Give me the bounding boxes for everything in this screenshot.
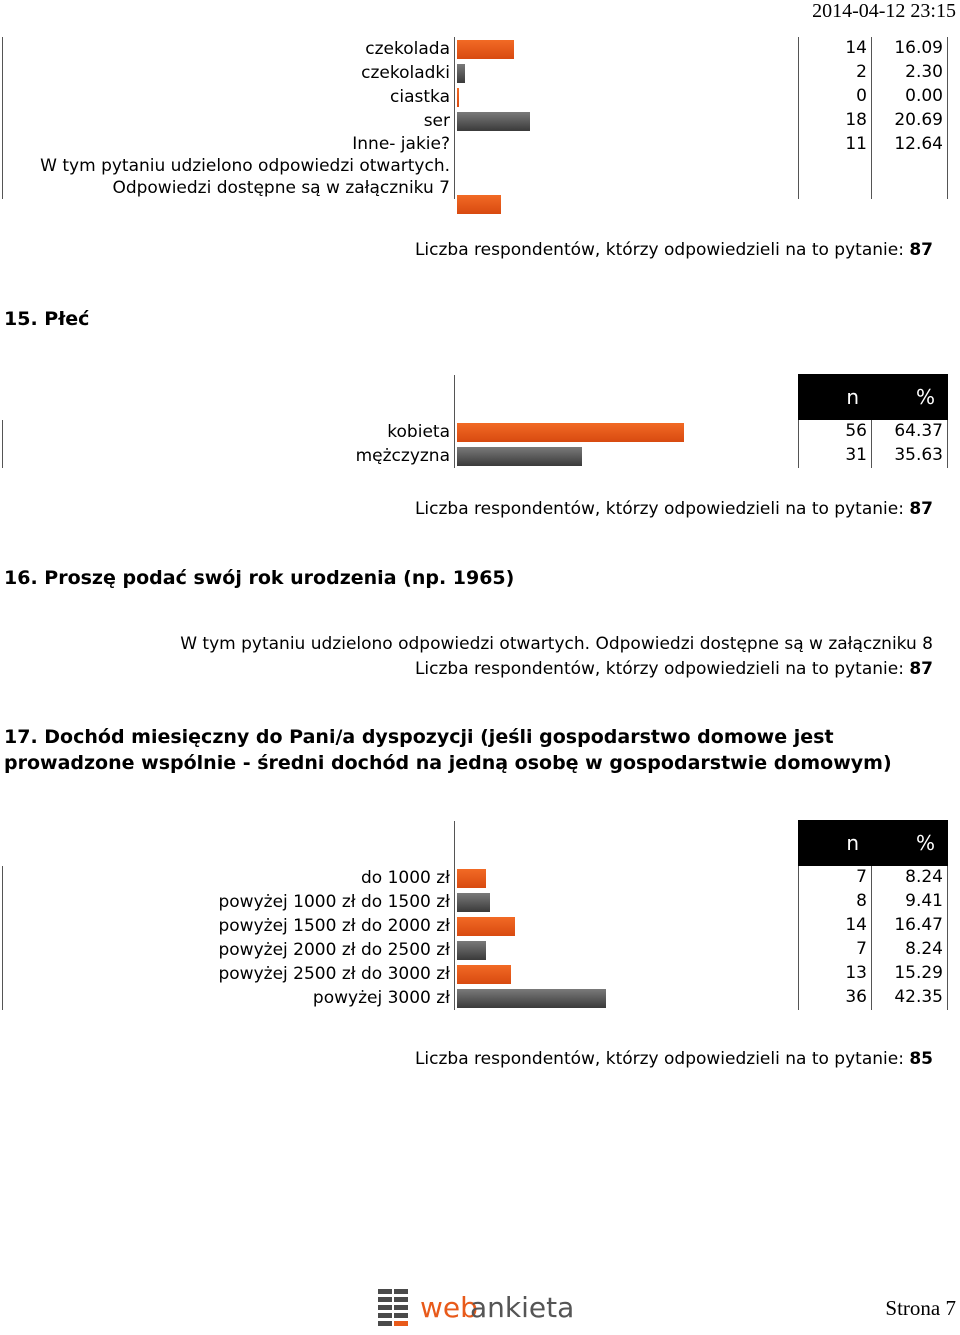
logo-text-ankieta: ankieta: [470, 1291, 575, 1324]
answer-label: [3, 109, 455, 133]
count-cell: 36: [799, 986, 872, 1010]
percent-cell: 0.00: [872, 85, 948, 109]
result-row: [3, 962, 948, 986]
result-row: [3, 444, 948, 468]
bar-cell: [455, 938, 799, 962]
count-cell: 8: [799, 890, 872, 914]
result-bar: [457, 447, 582, 466]
summary-count: 85: [909, 1049, 933, 1069]
percent-cell: 8.24: [872, 866, 948, 891]
col-n-header: n: [799, 821, 872, 866]
percent-cell: 20.69: [872, 109, 948, 133]
q16-title: 16. Proszę podać swój rok urodzenia (np. 1965): [4, 567, 515, 589]
result-row: [3, 986, 948, 1010]
answer-label: [3, 61, 455, 85]
result-row: [3, 890, 948, 914]
q17-results-table: [2, 820, 948, 1010]
answer-label-line: powyżej 3000 zł: [312, 988, 450, 1008]
percent-cell: 64.37: [872, 420, 948, 445]
q14-summary: [415, 240, 933, 260]
answer-label-line: Odpowiedzi dostępne są w załączniku 7: [112, 178, 450, 198]
answer-label-line: powyżej 2500 zł do 3000 zł: [218, 964, 450, 984]
summary-count: 87: [909, 659, 933, 679]
col-n-header: n: [799, 375, 872, 420]
answer-label: [3, 986, 455, 1010]
count-cell: 7: [799, 938, 872, 962]
count-cell: 11: [799, 133, 872, 199]
percent-cell: 42.35: [872, 986, 948, 1010]
summary-label: Liczba respondentów, którzy odpowiedzieli na to pytanie:: [414, 659, 904, 679]
bar-cell: [455, 420, 799, 445]
bar-cell: [455, 37, 799, 61]
result-bar: [457, 893, 490, 912]
percent-cell: 16.47: [872, 914, 948, 938]
bar-cell: [455, 986, 799, 1010]
webankieta-logo-graphic: [378, 1283, 588, 1331]
answer-label-line: czekoladki: [361, 63, 450, 83]
bar-cell: [455, 866, 799, 891]
answer-label: [3, 420, 455, 445]
q17-title: [4, 724, 892, 776]
summary-label: Liczba respondentów, którzy odpowiedzieli na to pytanie:: [414, 1049, 904, 1069]
q16-open-answers-note: W tym pytaniu udzielono odpowiedzi otwartych. Odpowiedzi dostępne są w załączniku 8: [180, 634, 933, 654]
count-cell: 7: [799, 866, 872, 891]
answer-label-line: ser: [423, 111, 450, 131]
percent-cell: 2.30: [872, 61, 948, 85]
result-row: [3, 85, 948, 109]
count-cell: 14: [799, 914, 872, 938]
result-row: [3, 133, 948, 199]
percent-cell: 15.29: [872, 962, 948, 986]
answer-label: [3, 962, 455, 986]
answer-label-line: powyżej 2000 zł do 2500 zł: [218, 940, 450, 960]
result-bar: [457, 195, 501, 214]
percent-cell: 9.41: [872, 890, 948, 914]
webankieta-logo: [378, 1283, 588, 1331]
result-row: [3, 938, 948, 962]
result-row: [3, 866, 948, 891]
answer-label-line: W tym pytaniu udzielono odpowiedzi otwartych.: [40, 156, 450, 176]
q17-summary: [415, 1049, 933, 1069]
q15-results-table: [2, 374, 948, 468]
count-cell: 31: [799, 444, 872, 468]
answer-label-line: ciastka: [390, 87, 450, 107]
answer-label-line: kobieta: [387, 421, 450, 442]
q16-summary: [415, 659, 933, 679]
result-bar: [457, 40, 514, 59]
bar-cell: [455, 61, 799, 85]
result-bar: [457, 88, 459, 107]
result-bar: [457, 112, 530, 131]
answer-label-line: mężczyzna: [355, 446, 450, 466]
percent-cell: 8.24: [872, 938, 948, 962]
result-bar: [457, 965, 511, 984]
answer-label-line: Inne- jakie?: [352, 134, 450, 154]
summary-count: 87: [909, 499, 933, 519]
result-row: [3, 61, 948, 85]
result-bar: [457, 989, 606, 1008]
count-cell: 13: [799, 962, 872, 986]
answer-label: [3, 85, 455, 109]
answer-label: [3, 37, 455, 61]
page-number: Strona 7: [885, 1296, 956, 1320]
bar-cell: [455, 962, 799, 986]
result-row: [3, 109, 948, 133]
count-cell: 14: [799, 37, 872, 61]
q17-title-line2: prowadzone wspólnie - średni dochód na jedną osobę w gospodarstwie domowym): [4, 752, 892, 774]
bar-cell: [455, 133, 799, 199]
bar-cell: [455, 914, 799, 938]
answer-label-line: powyżej 1500 zł do 2000 zł: [218, 916, 450, 936]
result-bar: [457, 941, 486, 960]
q17-title-line1: 17. Dochód miesięczny do Pani/a dyspozycji (jeśli gospodarstwo domowe jest: [4, 726, 834, 748]
answer-label-line: powyżej 1000 zł do 1500 zł: [218, 892, 450, 912]
q15-summary: [415, 499, 933, 519]
q15-title: 15. Płeć: [4, 308, 90, 330]
answer-label: [3, 914, 455, 938]
result-bar: [457, 64, 465, 83]
bar-cell: [455, 85, 799, 109]
bar-cell: [455, 109, 799, 133]
answer-label-line: do 1000 zł: [360, 867, 450, 888]
result-row: [3, 420, 948, 445]
percent-cell: 16.09: [872, 37, 948, 61]
bar-cell: [455, 444, 799, 468]
answer-label: [3, 866, 455, 891]
logo-text-web: web: [420, 1291, 478, 1324]
summary-label: Liczba respondentów, którzy odpowiedzieli na to pytanie:: [414, 499, 904, 519]
answer-label-line: czekolada: [365, 39, 450, 59]
summary-count: 87: [909, 240, 933, 260]
answer-label: [3, 133, 455, 199]
count-cell: 0: [799, 85, 872, 109]
result-row: [3, 37, 948, 61]
percent-cell: 12.64: [872, 133, 948, 199]
bar-cell: [455, 890, 799, 914]
col-pct-header: %: [872, 821, 948, 866]
count-cell: 56: [799, 420, 872, 445]
count-cell: 18: [799, 109, 872, 133]
col-pct-header: %: [872, 375, 948, 420]
q14-results-table: [2, 37, 948, 199]
result-bar: [457, 423, 684, 442]
answer-label: [3, 890, 455, 914]
count-cell: 2: [799, 61, 872, 85]
result-row: [3, 914, 948, 938]
report-datestamp: 2014-04-12 23:15: [812, 0, 956, 22]
answer-label: [3, 938, 455, 962]
summary-label: Liczba respondentów, którzy odpowiedzieli na to pytanie:: [414, 240, 904, 260]
percent-cell: 35.63: [872, 444, 948, 468]
answer-label: [3, 444, 455, 468]
result-bar: [457, 869, 486, 888]
result-bar: [457, 917, 515, 936]
